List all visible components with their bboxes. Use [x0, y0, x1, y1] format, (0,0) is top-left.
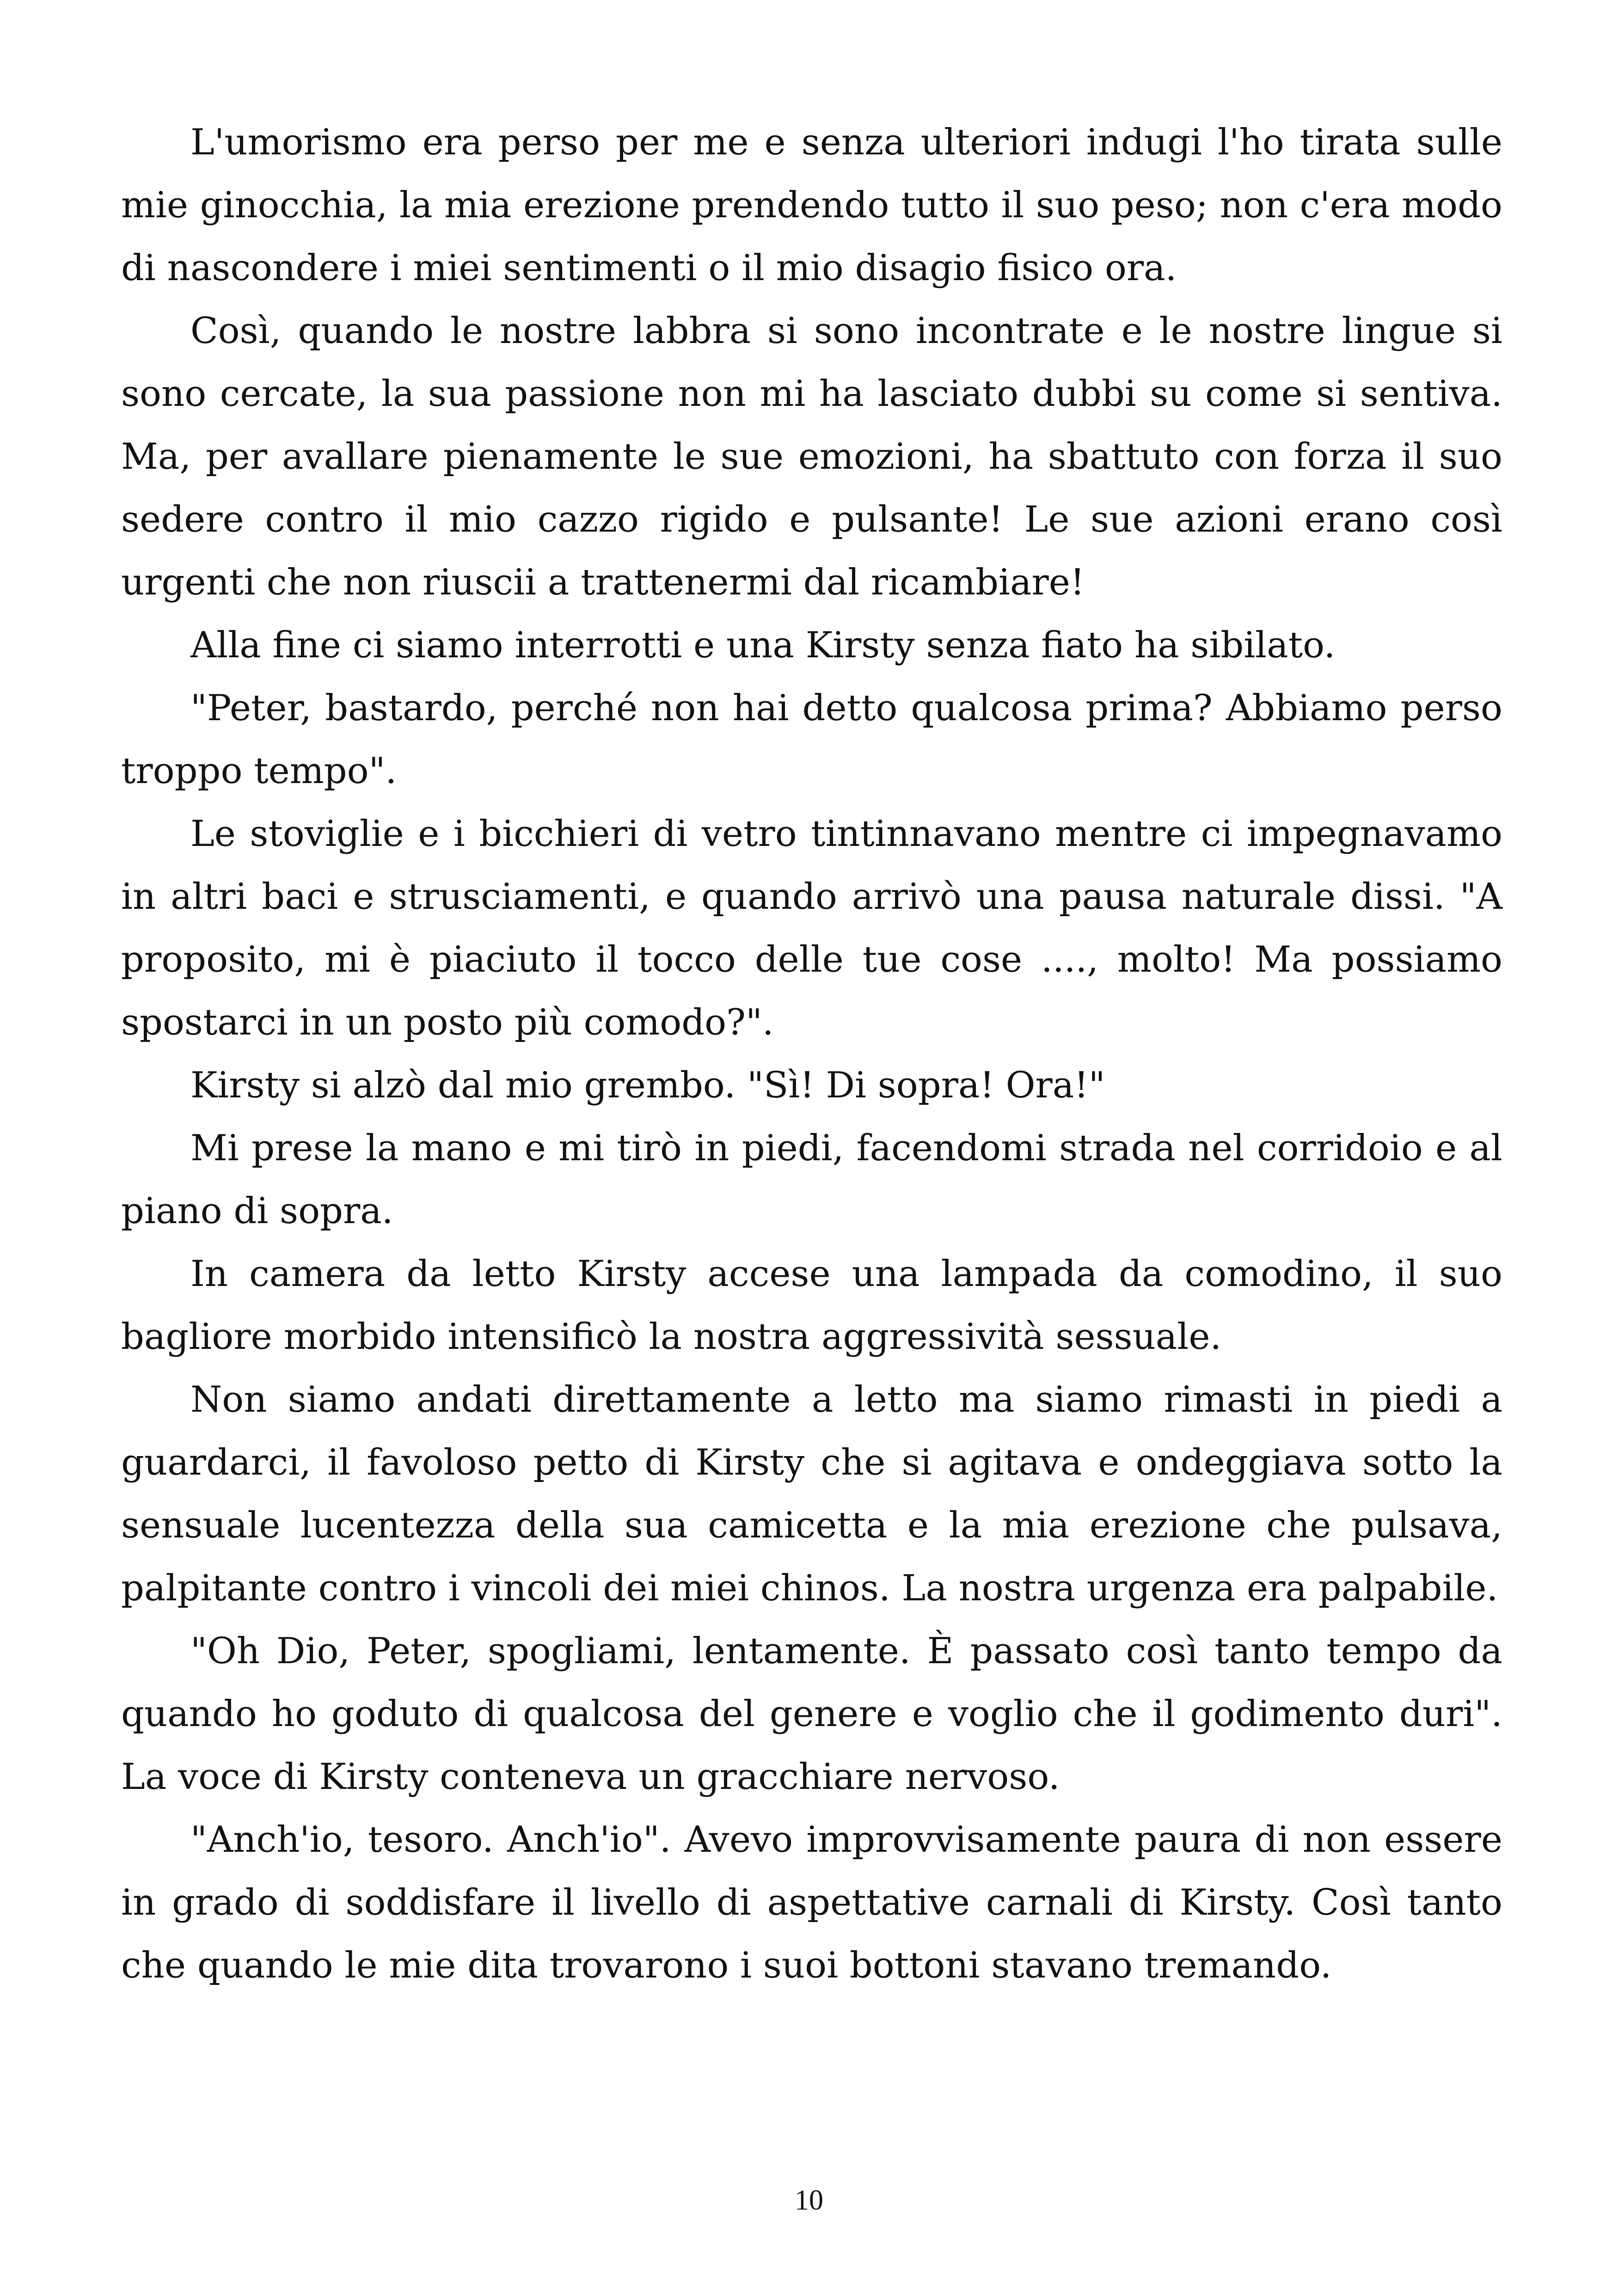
paragraph: Mi prese la mano e mi tirò in piedi, facendomi strada nel corridoio e al piano di sopra. — [121, 1127, 1502, 1232]
paragraph: Non siamo andati direttamente a letto ma siamo rimasti in piedi a guardarci, il favoloso petto di Kirsty che si agitava e ondeggiava sotto la sensuale lucentezza della sua camicetta e la mia erezione che pulsava, palpitante contro i vincoli dei miei chinos. La nostra urgenza era palpabile. — [121, 1379, 1502, 1609]
paragraph: Alla fine ci siamo interrotti e una Kirsty senza fiato ha sibilato. — [190, 625, 1336, 666]
paragraph: Le stoviglie e i bicchieri di vetro tintinnavano mentre ci impegnavamo in altri baci e strusciamenti, e quando arrivò una pausa naturale dissi. "A proposito, mi è piaciuto il tocco delle tue cose ...., molto! Ma possiamo spostarci in un posto più comodo?". — [121, 813, 1502, 1043]
paragraph: L'umorismo era perso per me e senza ulteriori indugi l'ho tirata sulle mie ginocchia, la mia erezione prendendo tutto il suo peso; non c'era modo di nascondere i miei sentimenti o il mio disagio fisico ora. — [121, 122, 1502, 289]
paragraph: "Oh Dio, Peter, spogliami, lentamente. È passato così tanto tempo da quando ho goduto di qualcosa del genere e voglio che il godimento duri". La voce di Kirsty conteneva un gracchiare nervoso. — [121, 1630, 1502, 1798]
paragraph: Così, quando le nostre labbra si sono incontrate e le nostre lingue si sono cercate, la sua passione non mi ha lasciato dubbi su come si sentiva. Ma, per avallare pienamente le sue emozioni, ha sbattuto con forza il suo sedere contro il mio cazzo rigido e pulsante! Le sue azioni erano così urgenti che non riuscii a trattenermi dal ricambiare! — [121, 310, 1502, 603]
paragraph: In camera da letto Kirsty accese una lampada da comodino, il suo bagliore morbido intensificò la nostra aggressività sessuale. — [121, 1253, 1502, 1358]
body-text — [121, 111, 1502, 1997]
page-number: 10 — [795, 2185, 823, 2216]
paragraph: Kirsty si alzò dal mio grembo. "Sì! Di sopra! Ora!" — [190, 1065, 1105, 1106]
paragraph: "Anch'io, tesoro. Anch'io". Avevo improvvisamente paura di non essere in grado di soddisfare il livello di aspettative carnali di Kirsty. Così tanto che quando le mie dita trovarono i suoi bottoni stavano tremando. — [121, 1819, 1502, 1986]
paragraph: "Peter, bastardo, perché non hai detto qualcosa prima? Abbiamo perso troppo tempo". — [121, 687, 1502, 792]
